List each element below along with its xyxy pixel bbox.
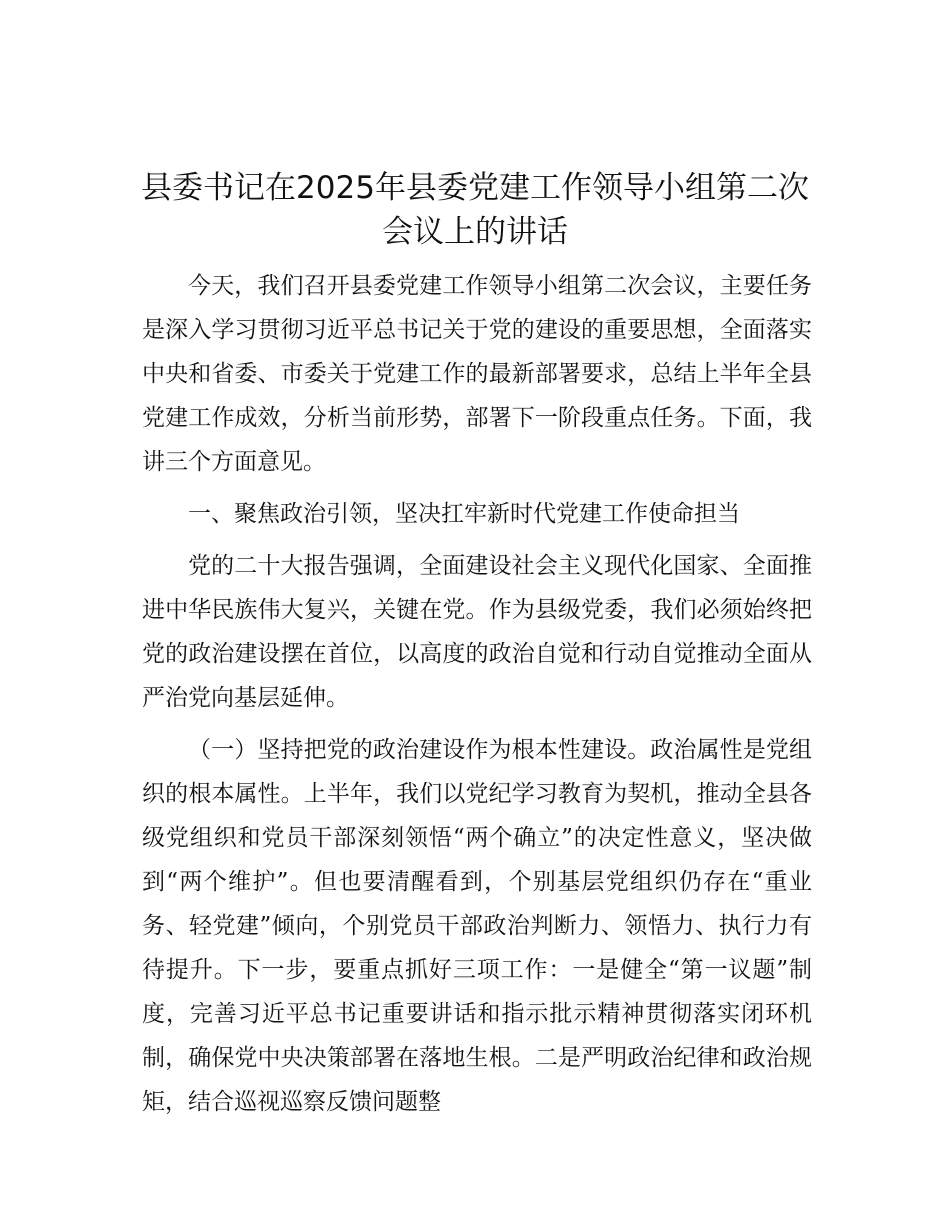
document-title: 县委书记在2025年县委党建工作领导小组第二次会议上的讲话	[141, 170, 809, 250]
section-1-paragraph: 党的二十大报告强调，全面建设社会主义现代化国家、全面推进中华民族伟大复兴，关键在党。作为县级党委，我们必须始终把党的政治建设摆在首位，以高度的政治自觉和行动自觉推动全面从严治党向基层延伸。	[142, 553, 812, 711]
subsection-1-paragraph: （一）坚持把党的政治建设作为根本性建设。政治属性是党组织的根本属性。上半年，我们以党纪学习教育为契机，推动全县各级党组织和党员干部深刻领悟“两个确立”的决定性意义，坚决做到“两个维护”。但也要清醒看到，个别基层党组织仍存在“重业务、轻党建”倾向，个别党员干部政治判断力、领悟力、执行力有待提升。下一步，要重点抓好三项工作：一是健全“第一议题”制度，完善习近平总书记重要讲话和指示批示精神贯彻落实闭环机制，确保党中央决策部署在落地生根。二是严明政治纪律和政治规矩，结合巡视巡察反馈问题整	[142, 737, 812, 1115]
section-heading-1: 一、聚焦政治引领，坚决扛牢新时代党建工作使命担当	[188, 501, 740, 527]
document-body	[142, 264, 812, 1132]
intro-paragraph: 今天，我们召开县委党建工作领导小组第二次会议，主要任务是深入学习贯彻习近平总书记关于党的建设的重要思想，全面落实中央和省委、市委关于党建工作的最新部署要求，总结上半年全县党建工作成效，分析当前形势，部署下一阶段重点任务。下面，我讲三个方面意见。	[142, 273, 812, 475]
